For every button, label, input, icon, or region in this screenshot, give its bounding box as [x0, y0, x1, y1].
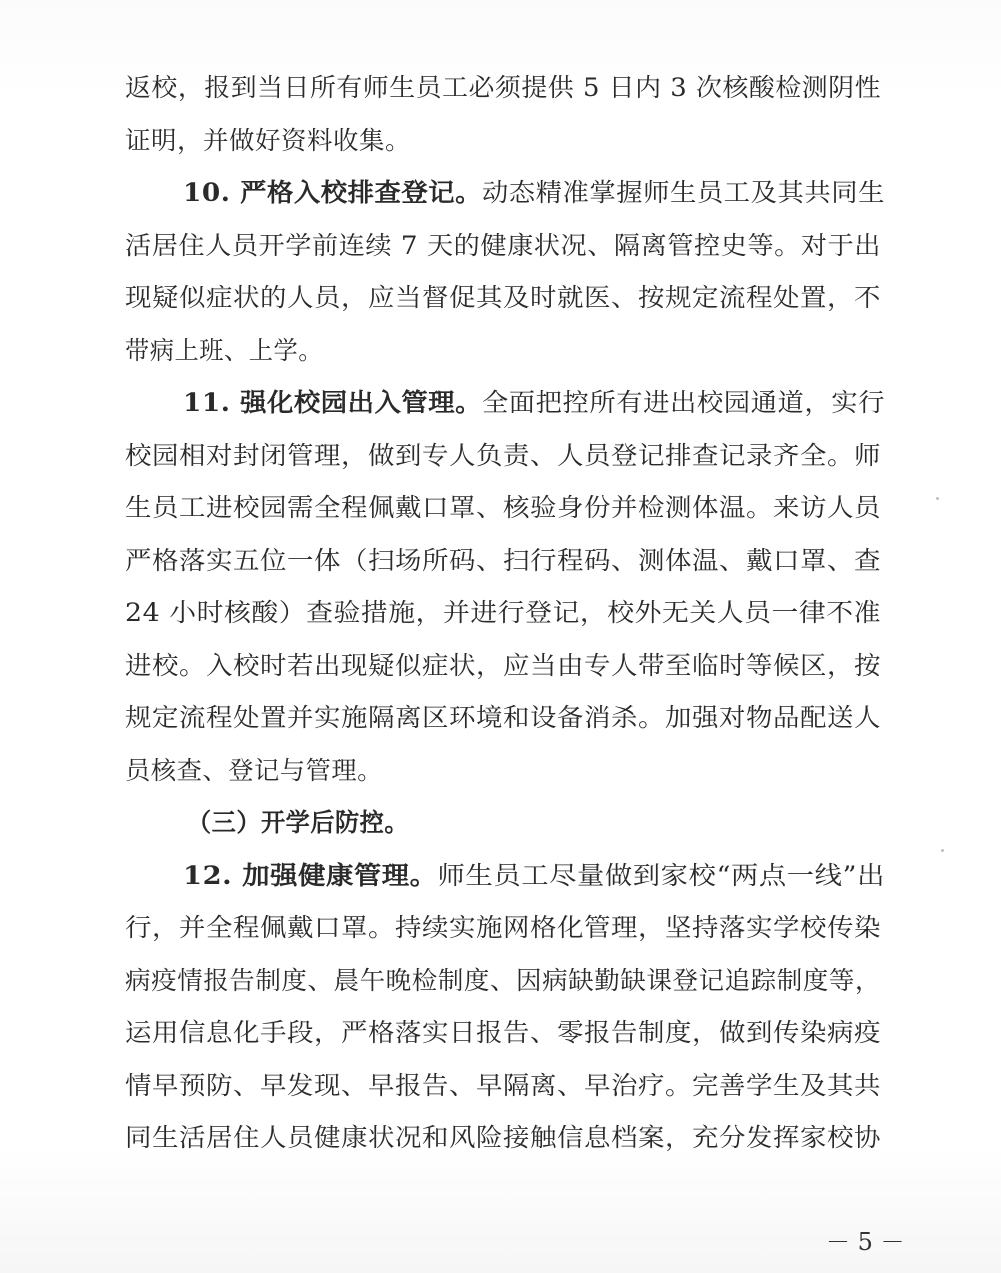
text-line: 严格落实五位一体（扫场所码、扫行程码、测体温、戴口罩、查	[125, 545, 881, 575]
text-line: 规定流程处置并实施隔离区环境和设备消杀。加强对物品配送人	[125, 703, 881, 732]
item-10-heading: 10. 严格入校排查登记。	[183, 178, 482, 207]
text-line: 证明，并做好资料收集。	[125, 125, 412, 155]
text-line: 活居住人员开学前连续 7 天的健康状况、隔离管控史等。对于出	[125, 230, 882, 260]
body-text	[125, 62, 885, 1165]
item-12-line: 12. 加强健康管理。师生员工尽量做到家校“两点一线”出	[125, 850, 885, 903]
text-line: 病疫情报告制度、晨午晚检制度、因病缺勤缺课登记追踪制度等，	[125, 965, 882, 995]
text-line: 带病上班、上学。	[125, 335, 323, 365]
scan-speck	[936, 497, 939, 500]
item-11-line: 11. 强化校园出入管理。全面把控所有进出校园通道，实行	[125, 377, 885, 430]
scan-speck	[941, 849, 944, 852]
text-line: 返校，报到当日所有师生员工必须提供 5 日内 3 次核酸检测阴性	[125, 73, 882, 102]
item-12-heading: 12. 加强健康管理。	[183, 860, 438, 890]
item-10-line: 10. 严格入校排查登记。动态精准掌握师生员工及其共同生	[125, 167, 885, 220]
page-number: － 5 －	[826, 1228, 905, 1256]
text-line: 现疑似症状的人员，应当督促其及时就医、按规定流程处置，不	[125, 283, 881, 312]
text-line: 进校。入校时若出现疑似症状，应当由专人带至临时等候区，按	[125, 650, 881, 680]
text-line: 同生活居住人员健康状况和风险接触信息档案，充分发挥家校协	[125, 1123, 881, 1152]
text-line: 情早预防、早发现、早报告、早隔离、早治疗。完善学生及其共	[125, 1070, 881, 1100]
text-line: 运用信息化手段，严格落实日报告、零报告制度，做到传染病疫	[125, 1018, 881, 1047]
text-line: 24 小时核酸）查验措施，并进行登记，校外无关人员一律不准	[125, 598, 882, 627]
section-heading: （三）开学后防控。	[187, 808, 410, 837]
item-11-heading: 11. 强化校园出入管理。	[183, 388, 482, 417]
text-line: 行，并全程佩戴口罩。持续实施网格化管理，坚持落实学校传染	[125, 913, 881, 942]
text-line: 员核查、登记与管理。	[125, 755, 383, 785]
text-line: 生员工进校园需全程佩戴口罩、核验身份并检测体温。来访人员	[125, 493, 881, 522]
text-line: 校园相对封闭管理，做到专人负责、人员登记排查记录齐全。师	[125, 440, 881, 470]
